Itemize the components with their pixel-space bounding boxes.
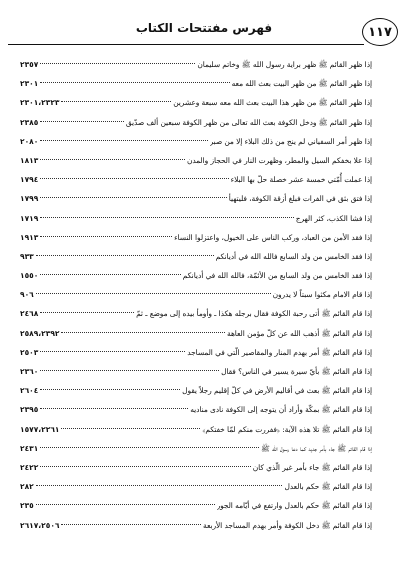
entry-text: إذا فشا الكذب، كثر الهرج <box>295 213 372 223</box>
dot-leader <box>40 140 207 141</box>
dot-leader <box>36 255 214 256</box>
entry-reference: ٩٠٦ <box>20 290 34 300</box>
entry-reference: ١٧٩٤ <box>20 175 39 185</box>
entry-reference: ٢٣٨٥ <box>20 117 39 127</box>
dot-leader <box>40 236 172 237</box>
entry-reference: ١٥٥٠ <box>20 271 39 281</box>
index-entry <box>20 55 372 74</box>
index-entry <box>20 151 372 170</box>
index-entry <box>20 228 372 247</box>
entry-text: إذا قام القائم ﷺ بمكّة وأراد أن يتوجه إلى الكوفة نادى مناديه <box>190 405 372 415</box>
dot-leader <box>40 197 226 198</box>
entry-reference: ٢٦١٧،٢٥٠٦ <box>20 520 60 530</box>
dot-leader <box>61 101 171 102</box>
entry-text: إذا فقد الخامس من ولد السابع من الأئمّة، فالله الله في أديانكم <box>182 271 372 281</box>
index-entry <box>20 170 372 189</box>
entry-text: إذا ظهر أمر السفياني لم ينج من ذلك البلاء إلا من صبر <box>209 136 372 146</box>
dot-leader <box>40 159 185 160</box>
entry-reference: ٢٣٦٠ <box>20 367 39 376</box>
entry-text: إذا قام القائم ﷺ أذهب الله عن كلّ مؤمن العاهة <box>227 328 372 338</box>
entry-reference: ٢٥٠٣ <box>20 347 39 357</box>
entry-text: إذا قام القائم ﷺ أمر بهدم المنار والمقاصير الّتي في المساجد <box>187 347 372 357</box>
entry-text: إذا عملت أُمّتي خمسة عشر خصلة حلّ بها البلاء <box>230 175 372 185</box>
index-entry <box>20 496 372 515</box>
index-entry <box>20 74 372 93</box>
index-entry <box>20 477 372 496</box>
dot-leader <box>40 121 124 122</box>
dot-leader <box>40 312 134 313</box>
entry-text: إذا قام القائم ﷺ بعث في أقاليم الأرض في كلّ إقليم رجلاً يقول <box>182 386 372 396</box>
entry-reference: ٢٣٥٧ <box>20 60 39 69</box>
header-divider <box>8 44 364 45</box>
index-entry <box>20 381 372 400</box>
entry-text: إذا قام القائم ﷺ حكم بالعدل <box>284 482 372 492</box>
entry-reference: ١٧١٩ <box>20 213 39 223</box>
index-entry <box>20 132 372 151</box>
entry-text: إذا فتق بثق في الفرات فبلغ أزقة الكوفة، فليتهيأ <box>228 194 372 204</box>
entry-reference: ٢٤٢٢ <box>20 462 39 472</box>
entry-reference: ٢٥٨٩،٢٣٩٢ <box>20 328 60 338</box>
index-entry <box>20 343 372 362</box>
index-entries <box>20 55 372 535</box>
entry-reference: ٢٨٢ <box>20 482 34 492</box>
entry-text: إذا ظهر القائم ﷺ ودخل الكوفة بعث الله تعالى من ظهر الكوفة سبعين ألف صدّيق <box>125 117 372 127</box>
entry-text: إذا علا بخفكم السيل والمطر، وظهرت النار في الحجاز والمدن <box>186 155 372 165</box>
entry-reference: ٢٤٣١ <box>20 443 39 453</box>
dot-leader <box>40 370 219 371</box>
dot-leader <box>36 504 215 505</box>
dot-leader <box>40 389 180 390</box>
index-entry <box>20 324 372 343</box>
dot-leader <box>40 178 228 179</box>
index-entry <box>20 266 372 285</box>
entry-text: إذا قام القائم ﷺ جاء بأمر غير الّذي كان <box>252 462 372 472</box>
dot-leader <box>40 351 185 352</box>
page-number-badge: ١١٧ <box>362 18 398 46</box>
dot-leader <box>40 274 180 275</box>
index-entry <box>20 458 372 477</box>
entry-text: إذا قام القائم ﷺ أتى رحبة الكوفة فقال برجله هكذا ـ وأومأ بيده إلى موضع ـ ثمّ <box>136 309 372 319</box>
entry-reference: ٢٣٥ <box>20 501 34 511</box>
index-entry <box>20 400 372 419</box>
index-entry <box>20 247 372 266</box>
dot-leader <box>61 428 200 429</box>
entry-reference: ١٥٧٧،٢٢٦١ <box>20 424 60 434</box>
entry-reference: ٢٣٩٥ <box>20 405 39 415</box>
entry-reference: ٢٣٠١ <box>20 79 39 89</box>
index-entry <box>20 516 372 535</box>
dot-leader <box>61 332 225 333</box>
entry-text: إذا ظهر القائم ﷺ من ظهر البيت بعث الله معه <box>231 79 372 89</box>
dot-leader <box>40 466 250 467</box>
entry-text: إذا فقد الأمن من العباد، وركب الناس على الخيول، واعتزلوا النساء <box>174 232 372 242</box>
entry-reference: ٢٣٠١،٢٣٢٣ <box>20 98 60 108</box>
entry-text: إذا قام القائم ﷺ جاء بأمر جديد كما دعا رسول الله ﷺ <box>261 443 372 453</box>
page-title: فهرس مفتتحات الكتاب <box>135 21 273 35</box>
dot-leader <box>40 217 293 218</box>
index-entry <box>20 420 372 439</box>
entry-reference: ٢٦٠٤ <box>20 386 39 396</box>
dot-leader <box>40 447 259 448</box>
entry-text: إذا ظهر القائم ﷺ ظهر براية رسول الله ﷺ وخاتم سليمان <box>197 60 372 69</box>
dot-leader <box>61 524 201 525</box>
entry-reference: ١٩١٣ <box>20 232 39 242</box>
entry-text: إذا قام القائم ﷺ حكم بالعدل وارتفع في أيّامه الجور <box>216 501 372 511</box>
entry-text: إذا قام الامام مكثوا سبتاً لا يدرون <box>272 290 372 300</box>
entry-text: إذا قام القائم ﷺ دخل الكوفة وأمر بهدم المساجد الأربعة <box>203 520 372 530</box>
index-entry <box>20 304 372 323</box>
index-entry <box>20 93 372 112</box>
entry-text: إذا ظهر القائم ﷺ من ظهر هذا البيت بعث الله معه سبعة وعشرين <box>173 98 372 108</box>
entry-text: إذا قام القائم ﷺ تلا هذه الآية: ﴿ففررت منكم لمّا خفتكم﴾ <box>202 424 372 434</box>
dot-leader <box>40 408 188 409</box>
entry-reference: ١٧٩٩ <box>20 194 39 204</box>
dot-leader <box>40 82 229 83</box>
entry-text: إذا فقد الخامس من ولد السابع فالله الله في أديانكم <box>215 251 372 261</box>
index-entry <box>20 362 372 381</box>
index-entry <box>20 439 372 458</box>
entry-text: إذا قام القائم ﷺ بأيّ سيرة يسير في الناس؟ فقال <box>221 367 372 376</box>
index-entry <box>20 189 372 208</box>
entry-reference: ٩٣٣ <box>20 251 34 261</box>
index-entry <box>20 285 372 304</box>
index-entry <box>20 113 372 132</box>
dot-leader <box>40 63 195 64</box>
dot-leader <box>36 485 283 486</box>
dot-leader <box>36 293 271 294</box>
index-entry <box>20 209 372 228</box>
entry-reference: ١٨١٣ <box>20 155 39 165</box>
entry-reference: ٢٤٦٨ <box>20 309 39 319</box>
entry-reference: ٢٠٨٠ <box>20 136 39 146</box>
